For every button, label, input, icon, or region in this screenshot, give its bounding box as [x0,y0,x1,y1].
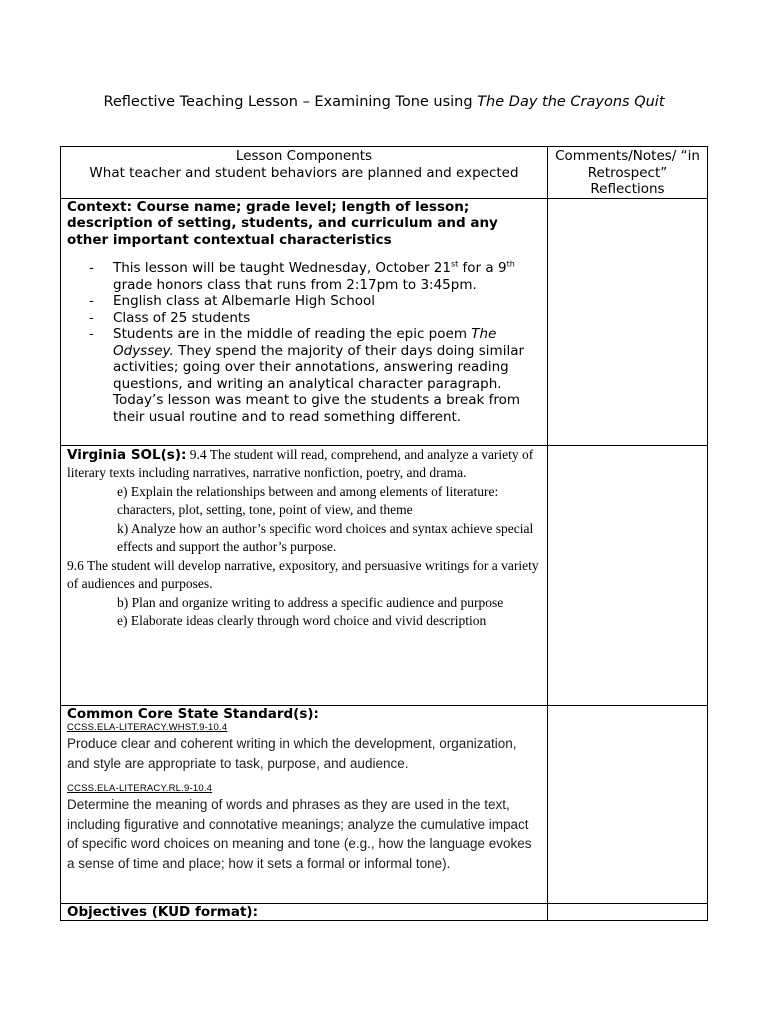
sol-cell [61,445,548,705]
context-notes-cell [548,198,708,445]
objectives-notes-cell [548,903,708,921]
title-prefix: Reflective Teaching Lesson – Examining Tone using [103,94,478,110]
header-lesson-components [61,147,548,199]
title-book: The Day the Crayons Quit [477,94,665,110]
objectives-heading: Objectives (KUD format): [67,903,258,920]
sol-row [61,445,708,705]
header-row [61,147,708,199]
list-item: - Class of 25 students [67,310,541,327]
objectives-cell [61,903,548,921]
sol-notes-cell [548,445,708,705]
ccss-code-2: CCSS.ELA-LITERACY.RL.9-10.4 [67,783,213,794]
ccss-cell [61,705,548,903]
sol-item-b: b) Plan and organize writing to address a specific audience and purpose [117,594,504,610]
ccss-row [61,705,708,903]
sol-9-6: 9.6 The student will develop narrative, expository, and persuasive writings for a variety of audiences and purposes. [67,557,539,591]
ccss-code-1: CCSS.ELA-LITERACY.WHST.9-10.4 [67,722,228,733]
sol-item-e: e) Explain the relationships between and among elements of literature: characters, plot, setting, tone, point of view, and theme [117,483,499,517]
sol-item-k: k) Analyze how an author’s specific word choices and syntax achieve special effects and support the author’s purpose. [117,520,534,554]
document-title [60,93,708,111]
ccss-text-2: Determine the meaning of words and phrases as they are used in the text, including figurative and connotative meanings; analyze the cumulative impact of specific word choices on meaning and tone (e.g., how the language evokes a sense of time and place; how it sets a formal or informal tone). [67,797,532,871]
ccss-notes-cell [548,705,708,903]
header-left-line2: What teacher and student behaviors are planned and expected [89,164,519,181]
ccss-heading: Common Core State Standard(s): [67,705,319,722]
list-item: - Students are in the middle of reading the epic poem The Odyssey. They spend the majority of their days doing similar activities; going over their annotations, answering reading questions, and writing an analytical character paragraph. Today’s lesson was meant to give the students a break from their usual routine and to read something different. [67,326,541,425]
list-item: - This lesson will be taught Wednesday, October 21st for a 9th grade honors class that runs from 2:17pm to 3:45pm. [67,260,541,293]
header-comments [548,147,708,199]
list-item: - English class at Albemarle High School [67,293,541,310]
objectives-row [61,903,708,921]
sol-item-e2: e) Elaborate ideas clearly through word choice and vivid description [117,613,487,628]
context-cell [61,198,548,445]
sol-label: Virginia SOL(s): [67,446,187,463]
lesson-plan-table [60,146,708,921]
context-list [67,260,541,425]
ccss-text-1: Produce clear and coherent writing in which the development, organization, and style are appropriate to task, purpose, and audience. [67,736,517,771]
context-row [61,198,708,445]
sol-9-4: Virginia SOL(s): 9.4 The student will read, comprehend, and analyze a variety of literary texts including narratives, narrative nonfiction, poetry, and drama. [67,446,534,480]
context-heading: Context: Course name; grade level; length of lesson; description of setting, students, and curriculum and any other important contextual characteristics [67,198,498,248]
header-right-text: Comments/Notes/ “in Retrospect” Reflections [555,148,700,197]
header-left-line1: Lesson Components [235,148,373,164]
